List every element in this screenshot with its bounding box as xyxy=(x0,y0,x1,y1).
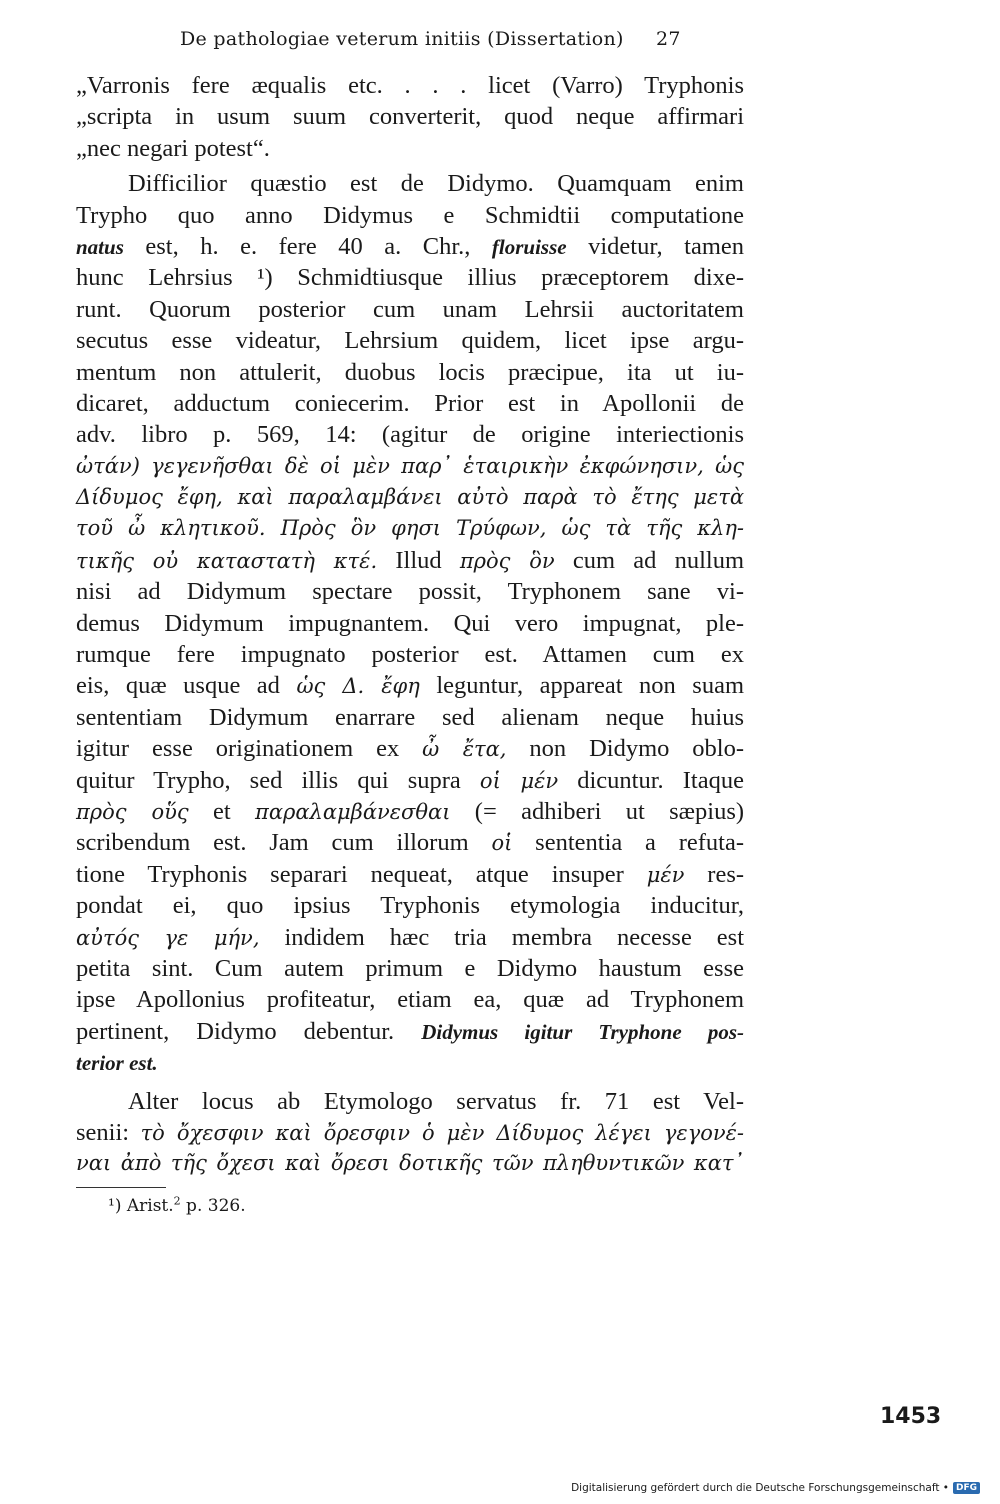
credit-text: Digitalisierung gefördert durch die Deutsche Forschungsgemeinschaft • xyxy=(571,1482,949,1494)
text-line xyxy=(76,859,744,890)
text-span: est, h. e. fere 40 a. Chr., xyxy=(145,232,471,260)
text-line: runt. Quorum posterior cum unam Lehrsii auctoritatem xyxy=(76,295,744,323)
text-line: „nec negari potest“. xyxy=(76,134,270,162)
text-span: et xyxy=(212,797,231,825)
text-span: Illud xyxy=(395,546,442,574)
text-span: (= adhiberi ut sæpius) xyxy=(474,797,745,825)
text-span: scribendum est. Jam cum illorum xyxy=(76,829,469,857)
running-header xyxy=(180,28,681,50)
text-line xyxy=(76,1016,744,1047)
text-line xyxy=(76,545,744,576)
text-line: Difficilior quæstio est de Didymo. Quamquam enim xyxy=(128,170,744,198)
page-number: 27 xyxy=(656,28,681,50)
text-line xyxy=(76,765,744,796)
text-span: senii: xyxy=(76,1118,130,1146)
running-title: De pathologiae veterum initiis (Dissertation) xyxy=(180,28,624,50)
greek-span: οἱ μέν xyxy=(479,768,559,793)
greek-line: ναι ἀπὸ τῆς ὄχεσι καὶ ὄρεσι δοτικῆς τῶν πληθυντικῶν κατ᾽ xyxy=(76,1151,744,1176)
text-span: indidem hæc tria membra necesse est xyxy=(284,923,745,951)
text-line: „Varronis fere æqualis etc. . . . licet (Varro) Tryphonis xyxy=(76,72,744,99)
text-span: cum ad nullum xyxy=(572,546,745,574)
greek-span: μέν xyxy=(646,862,685,887)
body-text xyxy=(76,70,744,1180)
footnote xyxy=(108,1196,246,1216)
italic-word: floruisse xyxy=(491,234,567,259)
greek-span: ὡς Δ. ἔφη xyxy=(296,674,420,699)
text-line: nisi ad Didymum spectare possit, Tryphonem sane vi- xyxy=(76,578,744,606)
text-line: Alter locus ab Etymologo servatus fr. 71 est Vel- xyxy=(128,1087,744,1115)
footnote-ref: p. 326. xyxy=(180,1196,246,1216)
greek-span: ὦ ἔτα, xyxy=(422,737,507,762)
greek-span: αὐτός γε μήν, xyxy=(76,925,260,950)
text-line: demus Didymum impugnantem. Qui vero impugnat, ple- xyxy=(76,609,744,637)
text-line: sententiam Didymum enarrare sed alienam neque huius xyxy=(76,703,744,731)
text-line xyxy=(76,231,744,262)
greek-span: παραλαμβάνεσθαι xyxy=(255,799,451,824)
text-line xyxy=(76,1047,744,1078)
text-line xyxy=(76,827,744,858)
greek-span: τὸ ὄχεσφιν καὶ ὄρεσφιν ὁ μὲν Δίδυμος λέγει γεγονέ- xyxy=(140,1120,745,1145)
text-line: Trypho quo anno Didymus e Schmidtii computatione xyxy=(76,201,744,229)
greek-span: οἱ xyxy=(491,831,513,856)
greek-span: πρὸς οὕς xyxy=(76,799,189,824)
text-line: pondat ei, quo ipsius Tryphonis etymologia inducitur, xyxy=(76,892,744,920)
text-line xyxy=(76,922,744,953)
dfg-logo-icon: DFG xyxy=(953,1482,980,1494)
archive-page-number: 1453 xyxy=(880,1404,942,1429)
greek-span: τικῆς οὐ καταστατὴ κτέ. xyxy=(76,548,378,573)
text-span: non Didymo oblo- xyxy=(529,735,745,763)
text-span: leguntur, appareat non suam xyxy=(436,672,745,700)
text-span: eis, quæ usque ad xyxy=(76,672,280,700)
greek-line: τοῦ ὦ κλητικοῦ. Πρὸς ὃν φησι Τρύφων, ὡς τὰ τῆς κλη- xyxy=(76,516,744,541)
text-line: secutus esse videatur, Lehrsium quidem, licet ipse argu- xyxy=(76,327,744,355)
greek-line: ὠτάν) γεγενῆσθαι δὲ οἱ μὲν παρ᾽ ἑταιρικὴν ἐκφώνησιν, ὡς xyxy=(76,453,744,478)
text-line xyxy=(76,733,744,764)
italic-word: natus xyxy=(76,234,124,259)
text-line xyxy=(76,1117,744,1148)
italic-phrase: terior est. xyxy=(76,1051,158,1076)
text-span: tione Tryphonis separari nequeat, atque insuper xyxy=(76,860,624,888)
text-line: dicaret, adductum coniecerim. Prior est in Apollonii de xyxy=(76,389,744,417)
text-span: pertinent, Didymo debentur. xyxy=(76,1017,395,1045)
footnote-marker: ¹) Arist. xyxy=(108,1196,174,1216)
text-line: hunc Lehrsius ¹) Schmidtiusque illius præceptorem dixe- xyxy=(76,264,744,292)
text-span: quitur Trypho, sed illis qui supra xyxy=(76,766,461,794)
text-span: res- xyxy=(707,860,745,888)
text-line xyxy=(76,796,744,827)
text-line: ipse Apollonius profiteatur, etiam ea, quæ ad Tryphonem xyxy=(76,986,744,1014)
italic-phrase: Didymus igitur Tryphone pos- xyxy=(421,1019,744,1044)
text-span: sententia a refuta- xyxy=(535,829,745,857)
text-line: petita sint. Cum autem primum e Didymo haustum esse xyxy=(76,954,744,982)
text-span: dicuntur. Itaque xyxy=(577,766,744,794)
digitization-credit xyxy=(571,1482,980,1494)
text-line: mentum non attulerit, duobus locis præcipue, ita ut iu- xyxy=(76,358,744,386)
footnote-divider xyxy=(76,1187,166,1188)
text-line: rumque fere impugnato posterior est. Attamen cum ex xyxy=(76,641,744,669)
text-span: igitur esse originationem ex xyxy=(76,735,400,763)
footnote-superscript: 2 xyxy=(173,1194,181,1208)
text-span: videtur, tamen xyxy=(588,232,745,260)
greek-span: πρὸς ὃν xyxy=(459,548,555,573)
greek-line: Δίδυμος ἔφη, καὶ παραλαμβάνει αὐτὸ παρὰ τὸ ἔτης μετὰ xyxy=(76,485,744,510)
text-line xyxy=(76,670,744,701)
text-line: „scripta in usum suum converterit, quod neque affirmari xyxy=(76,103,744,131)
text-line: adv. libro p. 569, 14: (agitur de origine interiectionis xyxy=(76,421,744,449)
